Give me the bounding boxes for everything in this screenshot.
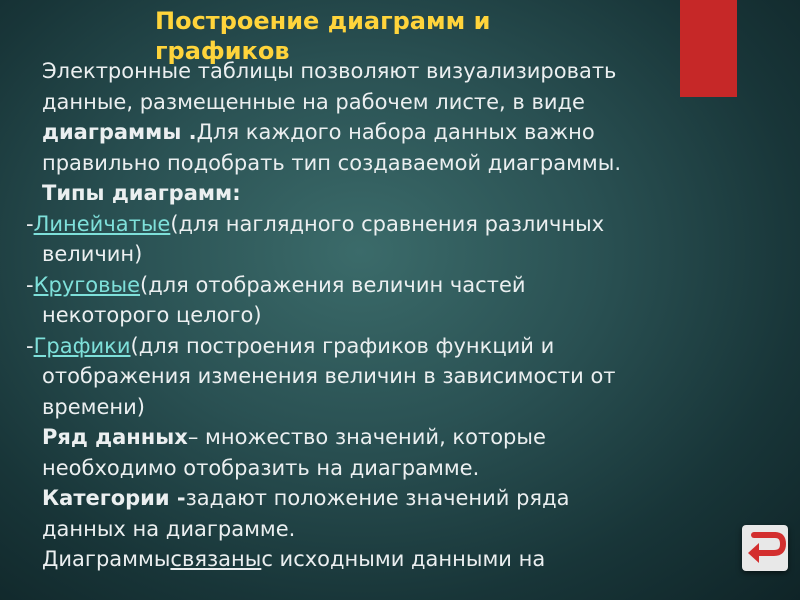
type-desc-pie: (для отображения величин частей bbox=[140, 272, 526, 297]
link-bar-charts[interactable]: Линейчатые bbox=[33, 211, 171, 236]
intro-text-2: данные, размещенные на рабочем листе, в виде bbox=[42, 89, 585, 114]
series-def: – множество значений, которые bbox=[187, 425, 546, 449]
intro-text-3: Для каждого набора данных важно bbox=[196, 120, 595, 144]
type-cont-text: времени) bbox=[42, 394, 145, 419]
type-cont-pie bbox=[26, 300, 750, 331]
type-cont-graph-2 bbox=[26, 392, 750, 423]
categories-def: задают положение значений ряда bbox=[185, 486, 570, 510]
types-heading-line bbox=[26, 178, 750, 209]
intro-line-2 bbox=[26, 87, 750, 118]
type-cont-text: величин) bbox=[42, 242, 143, 266]
intro-line-1 bbox=[26, 56, 750, 87]
type-cont-text: отображения изменения величин в зависимости от bbox=[42, 364, 616, 388]
final-before: Диаграммы bbox=[42, 547, 171, 571]
categories-line-1 bbox=[26, 483, 750, 514]
type-cont-graph-1 bbox=[26, 361, 750, 392]
categories-def-2: данных на диаграмме. bbox=[42, 516, 296, 541]
categories-line-2 bbox=[26, 514, 750, 545]
type-cont-text: некоторого целого) bbox=[42, 303, 262, 327]
type-item-graph bbox=[26, 331, 750, 362]
link-graphs[interactable]: Графики bbox=[33, 333, 131, 358]
final-underlined: связаны bbox=[170, 547, 262, 571]
intro-bold-word: диаграммы . bbox=[42, 120, 197, 144]
categories-term: Категории - bbox=[42, 486, 186, 510]
type-desc-bar: (для наглядного сравнения различных bbox=[170, 211, 605, 236]
list-dash: - bbox=[26, 272, 34, 297]
intro-line-3 bbox=[26, 117, 750, 148]
type-desc-graph: (для построения графиков функций и bbox=[130, 333, 555, 358]
series-line-2 bbox=[26, 453, 750, 484]
types-heading: Типы диаграмм: bbox=[42, 181, 241, 205]
intro-text-1: Электронные таблицы позволяют визуализировать bbox=[42, 59, 617, 83]
slide-title: Построение диаграмм и графиков bbox=[155, 7, 491, 65]
type-item-bar bbox=[26, 209, 750, 240]
intro-line-4 bbox=[26, 148, 750, 179]
list-dash: - bbox=[26, 333, 34, 358]
link-pie-charts[interactable]: Круговые bbox=[33, 272, 141, 297]
list-dash: - bbox=[26, 211, 34, 236]
final-after: с исходными данными на bbox=[261, 547, 546, 571]
type-cont-bar bbox=[26, 239, 750, 270]
final-line bbox=[26, 544, 750, 575]
intro-text-4: правильно подобрать тип создаваемой диаграммы. bbox=[42, 150, 622, 175]
return-arrow-icon bbox=[742, 525, 788, 571]
series-def-2: необходимо отобразить на диаграмме. bbox=[42, 455, 480, 480]
type-item-pie bbox=[26, 270, 750, 301]
slide-body bbox=[26, 56, 750, 575]
series-line-1 bbox=[26, 422, 750, 453]
back-button[interactable] bbox=[742, 525, 788, 571]
series-term: Ряд данных bbox=[42, 425, 188, 449]
